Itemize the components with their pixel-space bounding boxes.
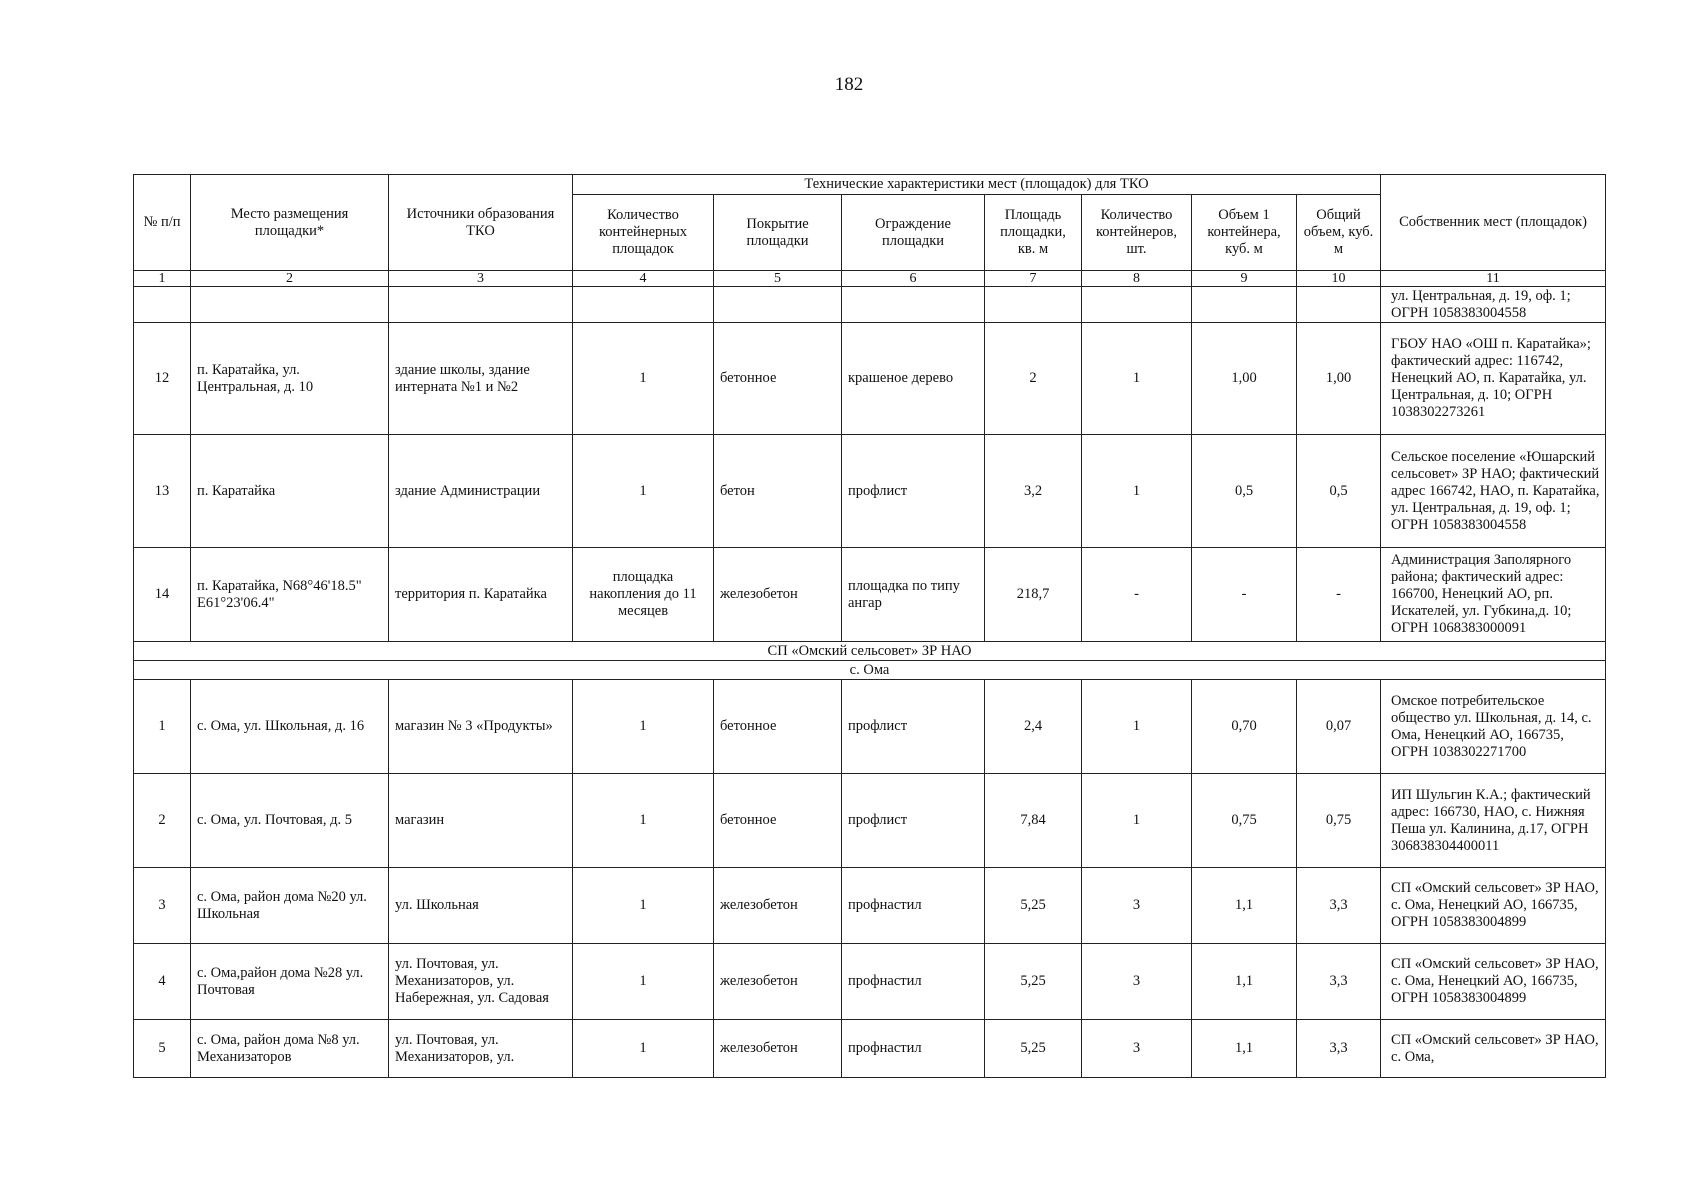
fence-cell: профнастил	[842, 1020, 985, 1078]
total-volume-cell: 0,07	[1297, 680, 1381, 774]
owner-cell: СП «Омский сельсовет» ЗР НАО, с. Ома, Ненецкий АО, 166735, ОГРН 1058383004899	[1381, 944, 1606, 1020]
containers-cell: 3	[1082, 944, 1192, 1020]
sites-count-cell: 1	[573, 774, 714, 868]
column-number: 2	[191, 271, 389, 287]
location-cell: с. Ома, район дома №20 ул. Школьная	[191, 868, 389, 944]
surface-cell: бетонное	[714, 774, 842, 868]
waste-sites-table	[133, 174, 1606, 1078]
volume1-cell: 1,1	[1192, 1020, 1297, 1078]
table-row	[134, 868, 1606, 944]
volume1-cell: 0,5	[1192, 435, 1297, 548]
location-cell: п. Каратайка	[191, 435, 389, 548]
location-cell: с. Ома,район дома №28 ул. Почтовая	[191, 944, 389, 1020]
total-volume-cell: 0,5	[1297, 435, 1381, 548]
area-cell: 5,25	[985, 868, 1082, 944]
containers-cell: 3	[1082, 1020, 1192, 1078]
fence-cell: профлист	[842, 680, 985, 774]
column-number: 5	[714, 271, 842, 287]
owner-cell: Администрация Заполярного района; фактический адрес: 166700, Ненецкий АО, рп. Искателей, ул. Губкина,д. 10; ОГРН 1068383000091	[1381, 548, 1606, 642]
table-row	[134, 435, 1606, 548]
fence-cell: профнастил	[842, 868, 985, 944]
table-row	[134, 1020, 1606, 1078]
volume1-cell: 0,70	[1192, 680, 1297, 774]
owner-cell: СП «Омский сельсовет» ЗР НАО, с. Ома,	[1381, 1020, 1606, 1078]
column-number: 10	[1297, 271, 1381, 287]
table-body-oma	[134, 680, 1606, 1078]
volume1-cell: 1,1	[1192, 868, 1297, 944]
column-number: 11	[1381, 271, 1606, 287]
volume1-cell: 0,75	[1192, 774, 1297, 868]
section-title-row	[134, 642, 1606, 661]
area-cell: 2	[985, 323, 1082, 435]
owner-cell: ГБОУ НАО «ОШ п. Каратайка»; фактический адрес: 116742, Ненецкий АО, п. Каратайка, ул. Центральная, д. 10; ОГРН 1038302273261	[1381, 323, 1606, 435]
fence-cell: профлист	[842, 435, 985, 548]
owner-cell: ул. Центральная, д. 19, оф. 1; ОГРН 1058383004558	[1381, 287, 1606, 323]
area-cell: 2,4	[985, 680, 1082, 774]
area-cell: 3,2	[985, 435, 1082, 548]
volume1-cell: -	[1192, 548, 1297, 642]
total-volume-cell: -	[1297, 548, 1381, 642]
area-cell: 7,84	[985, 774, 1082, 868]
page-number: 182	[834, 74, 864, 95]
column-number: 3	[389, 271, 573, 287]
total-volume-cell: 0,75	[1297, 774, 1381, 868]
area-cell: 5,25	[985, 944, 1082, 1020]
header-number: № п/п	[134, 175, 191, 271]
table-row	[134, 680, 1606, 774]
header-containers: Количество контейнеров, шт.	[1082, 195, 1192, 271]
header-volume1: Объем 1 контейнера, куб. м	[1192, 195, 1297, 271]
fence-cell: крашеное дерево	[842, 323, 985, 435]
table-row	[134, 323, 1606, 435]
surface-cell: бетонное	[714, 323, 842, 435]
area-cell: 5,25	[985, 1020, 1082, 1078]
surface-cell: бетонное	[714, 680, 842, 774]
row-number: 14	[134, 548, 191, 642]
sites-count-cell: 1	[573, 323, 714, 435]
surface-cell: бетон	[714, 435, 842, 548]
header-fence: Ограждение площадки	[842, 195, 985, 271]
location-cell: п. Каратайка, N68°46'18.5" E61°23'06.4"	[191, 548, 389, 642]
owner-cell: Омское потребительское общество ул. Школьная, д. 14, с. Ома, Ненецкий АО, 166735, ОГРН 1038302271700	[1381, 680, 1606, 774]
fence-cell: профнастил	[842, 944, 985, 1020]
containers-cell: 1	[1082, 435, 1192, 548]
row-number: 4	[134, 944, 191, 1020]
subsection-title-row	[134, 661, 1606, 680]
column-number: 9	[1192, 271, 1297, 287]
containers-cell: 1	[1082, 323, 1192, 435]
owner-cell: Сельское поселение «Юшарский сельсовет» ЗР НАО; фактический адрес 166742, НАО, п. Каратайка, ул. Центральная, д. 19, оф. 1; ОГРН 1058383004558	[1381, 435, 1606, 548]
header-area: Площадь площадки, кв. м	[985, 195, 1082, 271]
location-cell: с. Ома, ул. Почтовая, д. 5	[191, 774, 389, 868]
subsection-title: с. Ома	[134, 661, 1606, 680]
volume1-cell: 1,1	[1192, 944, 1297, 1020]
column-number: 4	[573, 271, 714, 287]
sources-cell: ул. Почтовая, ул. Механизаторов, ул. Набережная, ул. Садовая	[389, 944, 573, 1020]
row-number: 13	[134, 435, 191, 548]
sources-cell: ул. Почтовая, ул. Механизаторов, ул.	[389, 1020, 573, 1078]
table-row	[134, 774, 1606, 868]
sites-count-cell: 1	[573, 868, 714, 944]
sources-cell: территория п. Каратайка	[389, 548, 573, 642]
sites-count-cell: 1	[573, 944, 714, 1020]
containers-cell: 1	[1082, 774, 1192, 868]
surface-cell: железобетон	[714, 868, 842, 944]
column-number: 7	[985, 271, 1082, 287]
sources-cell: ул. Школьная	[389, 868, 573, 944]
surface-cell: железобетон	[714, 548, 842, 642]
row-number: 5	[134, 1020, 191, 1078]
row-number: 12	[134, 323, 191, 435]
section-header	[134, 642, 1606, 680]
total-volume-cell: 3,3	[1297, 944, 1381, 1020]
row-number: 1	[134, 680, 191, 774]
header-location: Место размещения площадки*	[191, 175, 389, 271]
surface-cell: железобетон	[714, 944, 842, 1020]
sites-count-cell: 1	[573, 1020, 714, 1078]
column-numbers-row	[134, 271, 1606, 287]
containers-cell: 3	[1082, 868, 1192, 944]
header-tech-group: Технические характеристики мест (площадок) для ТКО	[573, 175, 1381, 195]
fence-cell: профлист	[842, 774, 985, 868]
location-cell: с. Ома, район дома №8 ул. Механизаторов	[191, 1020, 389, 1078]
column-number: 1	[134, 271, 191, 287]
row-number: 2	[134, 774, 191, 868]
column-number: 6	[842, 271, 985, 287]
section-title: СП «Омский сельсовет» ЗР НАО	[134, 642, 1606, 661]
sources-cell: здание Администрации	[389, 435, 573, 548]
table-row	[134, 944, 1606, 1020]
table-row	[134, 548, 1606, 642]
header-count-sites: Количество контейнерных площадок	[573, 195, 714, 271]
fence-cell: площадка по типу ангар	[842, 548, 985, 642]
owner-cell: СП «Омский сельсовет» ЗР НАО, с. Ома, Ненецкий АО, 166735, ОГРН 1058383004899	[1381, 868, 1606, 944]
total-volume-cell: 3,3	[1297, 868, 1381, 944]
owner-cell: ИП Шульгин К.А.; фактический адрес: 166730, НАО, с. Нижняя Пеша ул. Калинина, д.17, ОГРН 306838304400011	[1381, 774, 1606, 868]
sources-cell: магазин	[389, 774, 573, 868]
sites-count-cell: 1	[573, 435, 714, 548]
sources-cell: здание школы, здание интерната №1 и №2	[389, 323, 573, 435]
header-total-volume: Общий объем, куб. м	[1297, 195, 1381, 271]
location-cell: п. Каратайка, ул. Центральная, д. 10	[191, 323, 389, 435]
header-surface: Покрытие площадки	[714, 195, 842, 271]
area-cell: 218,7	[985, 548, 1082, 642]
sites-count-cell: площадка накопления до 11 месяцев	[573, 548, 714, 642]
row-number: 3	[134, 868, 191, 944]
location-cell: с. Ома, ул. Школьная, д. 16	[191, 680, 389, 774]
surface-cell: железобетон	[714, 1020, 842, 1078]
header-sources: Источники образования ТКО	[389, 175, 573, 271]
table-body-karataika	[134, 287, 1606, 642]
continuation-row	[134, 287, 1606, 323]
total-volume-cell: 1,00	[1297, 323, 1381, 435]
sources-cell: магазин № 3 «Продукты»	[389, 680, 573, 774]
containers-cell: -	[1082, 548, 1192, 642]
containers-cell: 1	[1082, 680, 1192, 774]
table-header	[134, 175, 1606, 287]
header-owner: Собственник мест (площадок)	[1381, 175, 1606, 271]
column-number: 8	[1082, 271, 1192, 287]
volume1-cell: 1,00	[1192, 323, 1297, 435]
sites-count-cell: 1	[573, 680, 714, 774]
total-volume-cell: 3,3	[1297, 1020, 1381, 1078]
